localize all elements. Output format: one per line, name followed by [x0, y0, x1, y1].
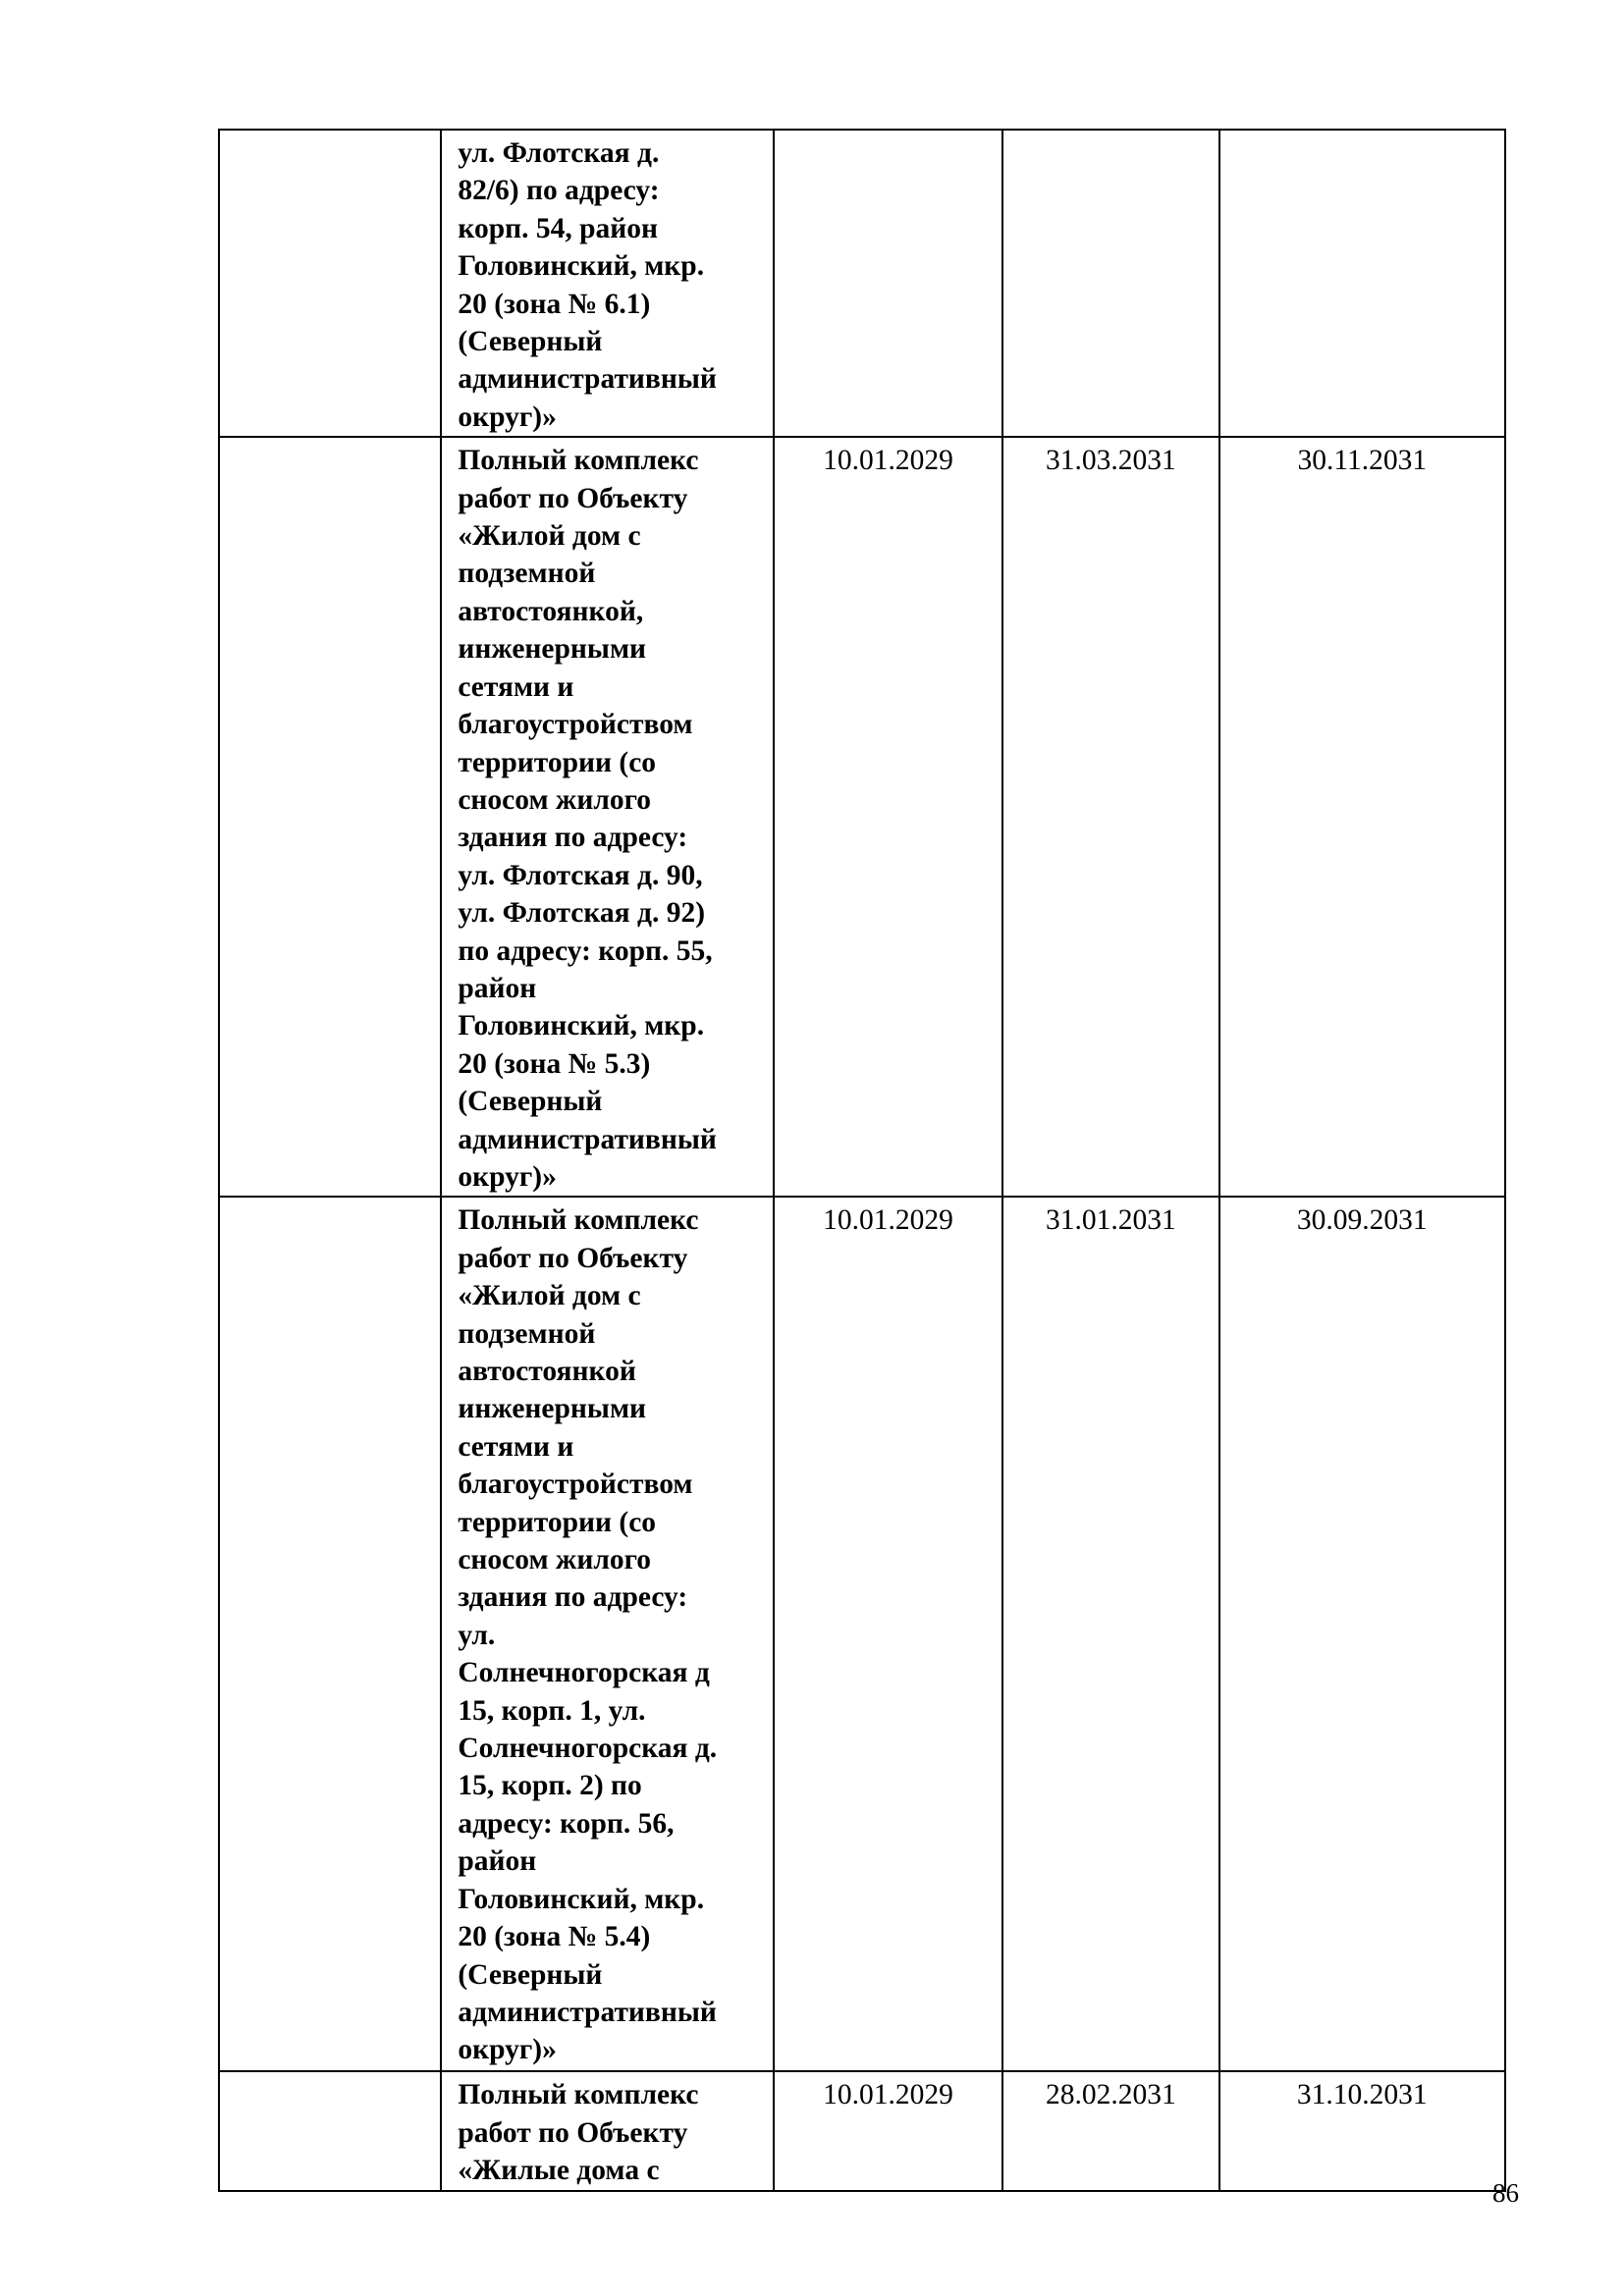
object-description: Полный комплекс работ по Объекту «Жилой дом с подземной автостоянкой, инженерными сетями и благоустройством территории (со сносом жилого здания по адресу: ул. Флотская д. 90, ул. Флотская д. 92) по адресу: корп. 55, район Головинский, мкр. 20 (зона № 5.3) (Северный административный округ)» [458, 445, 717, 1193]
row-number-cell [219, 2071, 441, 2190]
start-date-cell [774, 437, 1002, 1197]
end-date [1220, 131, 1504, 134]
row-number-cell [219, 130, 441, 437]
end-date-cell [1219, 2071, 1505, 2190]
mid-date-cell [1002, 130, 1218, 437]
start-date-cell [774, 130, 1002, 437]
end-date: 30.09.2031 [1296, 1204, 1428, 1237]
row-number-cell [219, 437, 441, 1197]
row-number-cell [219, 1197, 441, 2071]
table-row [219, 2071, 1505, 2190]
description-cell [441, 2071, 774, 2190]
table-row [219, 130, 1505, 437]
mid-date-cell [1002, 2071, 1218, 2190]
mid-date-cell [1002, 437, 1218, 1197]
mid-date [1003, 131, 1218, 134]
end-date: 30.11.2031 [1297, 445, 1428, 477]
table-row [219, 437, 1505, 1197]
page-number: 86 [1492, 2178, 1519, 2208]
object-description: Полный комплекс работ по Объекту «Жилые дома с [458, 2079, 699, 2187]
start-date-cell [774, 1197, 1002, 2071]
schedule-table [218, 129, 1506, 2192]
start-date: 10.01.2029 [823, 445, 953, 477]
description-cell [441, 130, 774, 437]
mid-date-cell [1002, 1197, 1218, 2071]
end-date-cell [1219, 130, 1505, 437]
mid-date: 28.02.2031 [1045, 2079, 1176, 2111]
mid-date: 31.01.2031 [1045, 1204, 1176, 1237]
mid-date: 31.03.2031 [1045, 445, 1176, 477]
start-date: 10.01.2029 [823, 2079, 953, 2111]
end-date-cell [1219, 437, 1505, 1197]
start-date: 10.01.2029 [823, 1204, 953, 1237]
object-description: Полный комплекс работ по Объекту «Жилой дом с подземной автостоянкой инженерными сетями и благоустройством территории (со сносом жилого здания по адресу: ул. Солнечногорская д 15, корп. 1, ул. Солнечногорская д. 15, корп. 2) по адресу: корп. 56, район Головинский, мкр. 20 (зона № 5.4) (Северный административный округ)» [458, 1204, 718, 2066]
start-date-cell [774, 2071, 1002, 2190]
description-cell [441, 437, 774, 1197]
start-date [775, 131, 1001, 134]
description-cell [441, 1197, 774, 2071]
end-date-cell [1219, 1197, 1505, 2071]
table-row [219, 1197, 1505, 2071]
object-description: ул. Флотская д. 82/6) по адресу: корп. 54, район Головинский, мкр. 20 (зона № 6.1) (Северный административный округ)» [458, 137, 717, 433]
end-date: 31.10.2031 [1296, 2079, 1428, 2111]
